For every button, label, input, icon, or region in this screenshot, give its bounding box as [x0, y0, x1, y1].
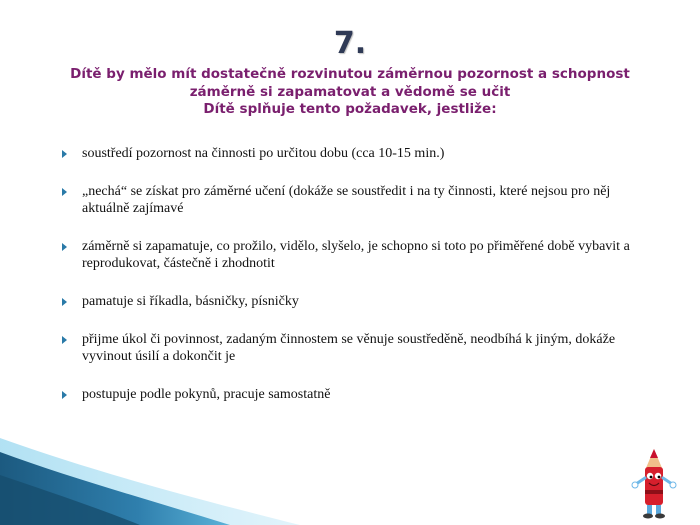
bullet-text: záměrně si zapamatuje, co prožilo, vidělo, slyšelo, je schopno si toto po přiměřené době vybavit a reprodukovat, částečně i zhodnotit	[82, 239, 630, 271]
slide-number: 7.	[333, 26, 367, 61]
bullet-text: „nechá“ se získat pro záměrné učení (dokáže se soustředit i na ty činnosti, které nejsou pro něj aktuálně zajímavé	[82, 184, 611, 216]
subtitle-line-2: záměrně si zapamatovat a vědomě se učit	[189, 83, 511, 100]
bullet-text: pamatuje si říkadla, básničky, písničky	[82, 294, 299, 309]
subtitle-line-3: Dítě splňuje tento požadavek, jestliže:	[203, 101, 497, 117]
bullet-text: postupuje podle pokynů, pracuje samostatně	[82, 387, 331, 402]
bullet-text: soustředí pozornost na činnosti po určitou dobu (cca 10-15 min.)	[82, 146, 445, 161]
bullet-text: přijme úkol či povinnost, zadaným činnostem se věnuje soustředěně, neodbíhá k jiným, dokáže vyvinout úsilí a dokončit je	[82, 332, 616, 364]
subtitle-line-1: Dítě by mělo mít dostatečně rozvinutou záměrnou pozornost a schopnost	[70, 66, 630, 82]
